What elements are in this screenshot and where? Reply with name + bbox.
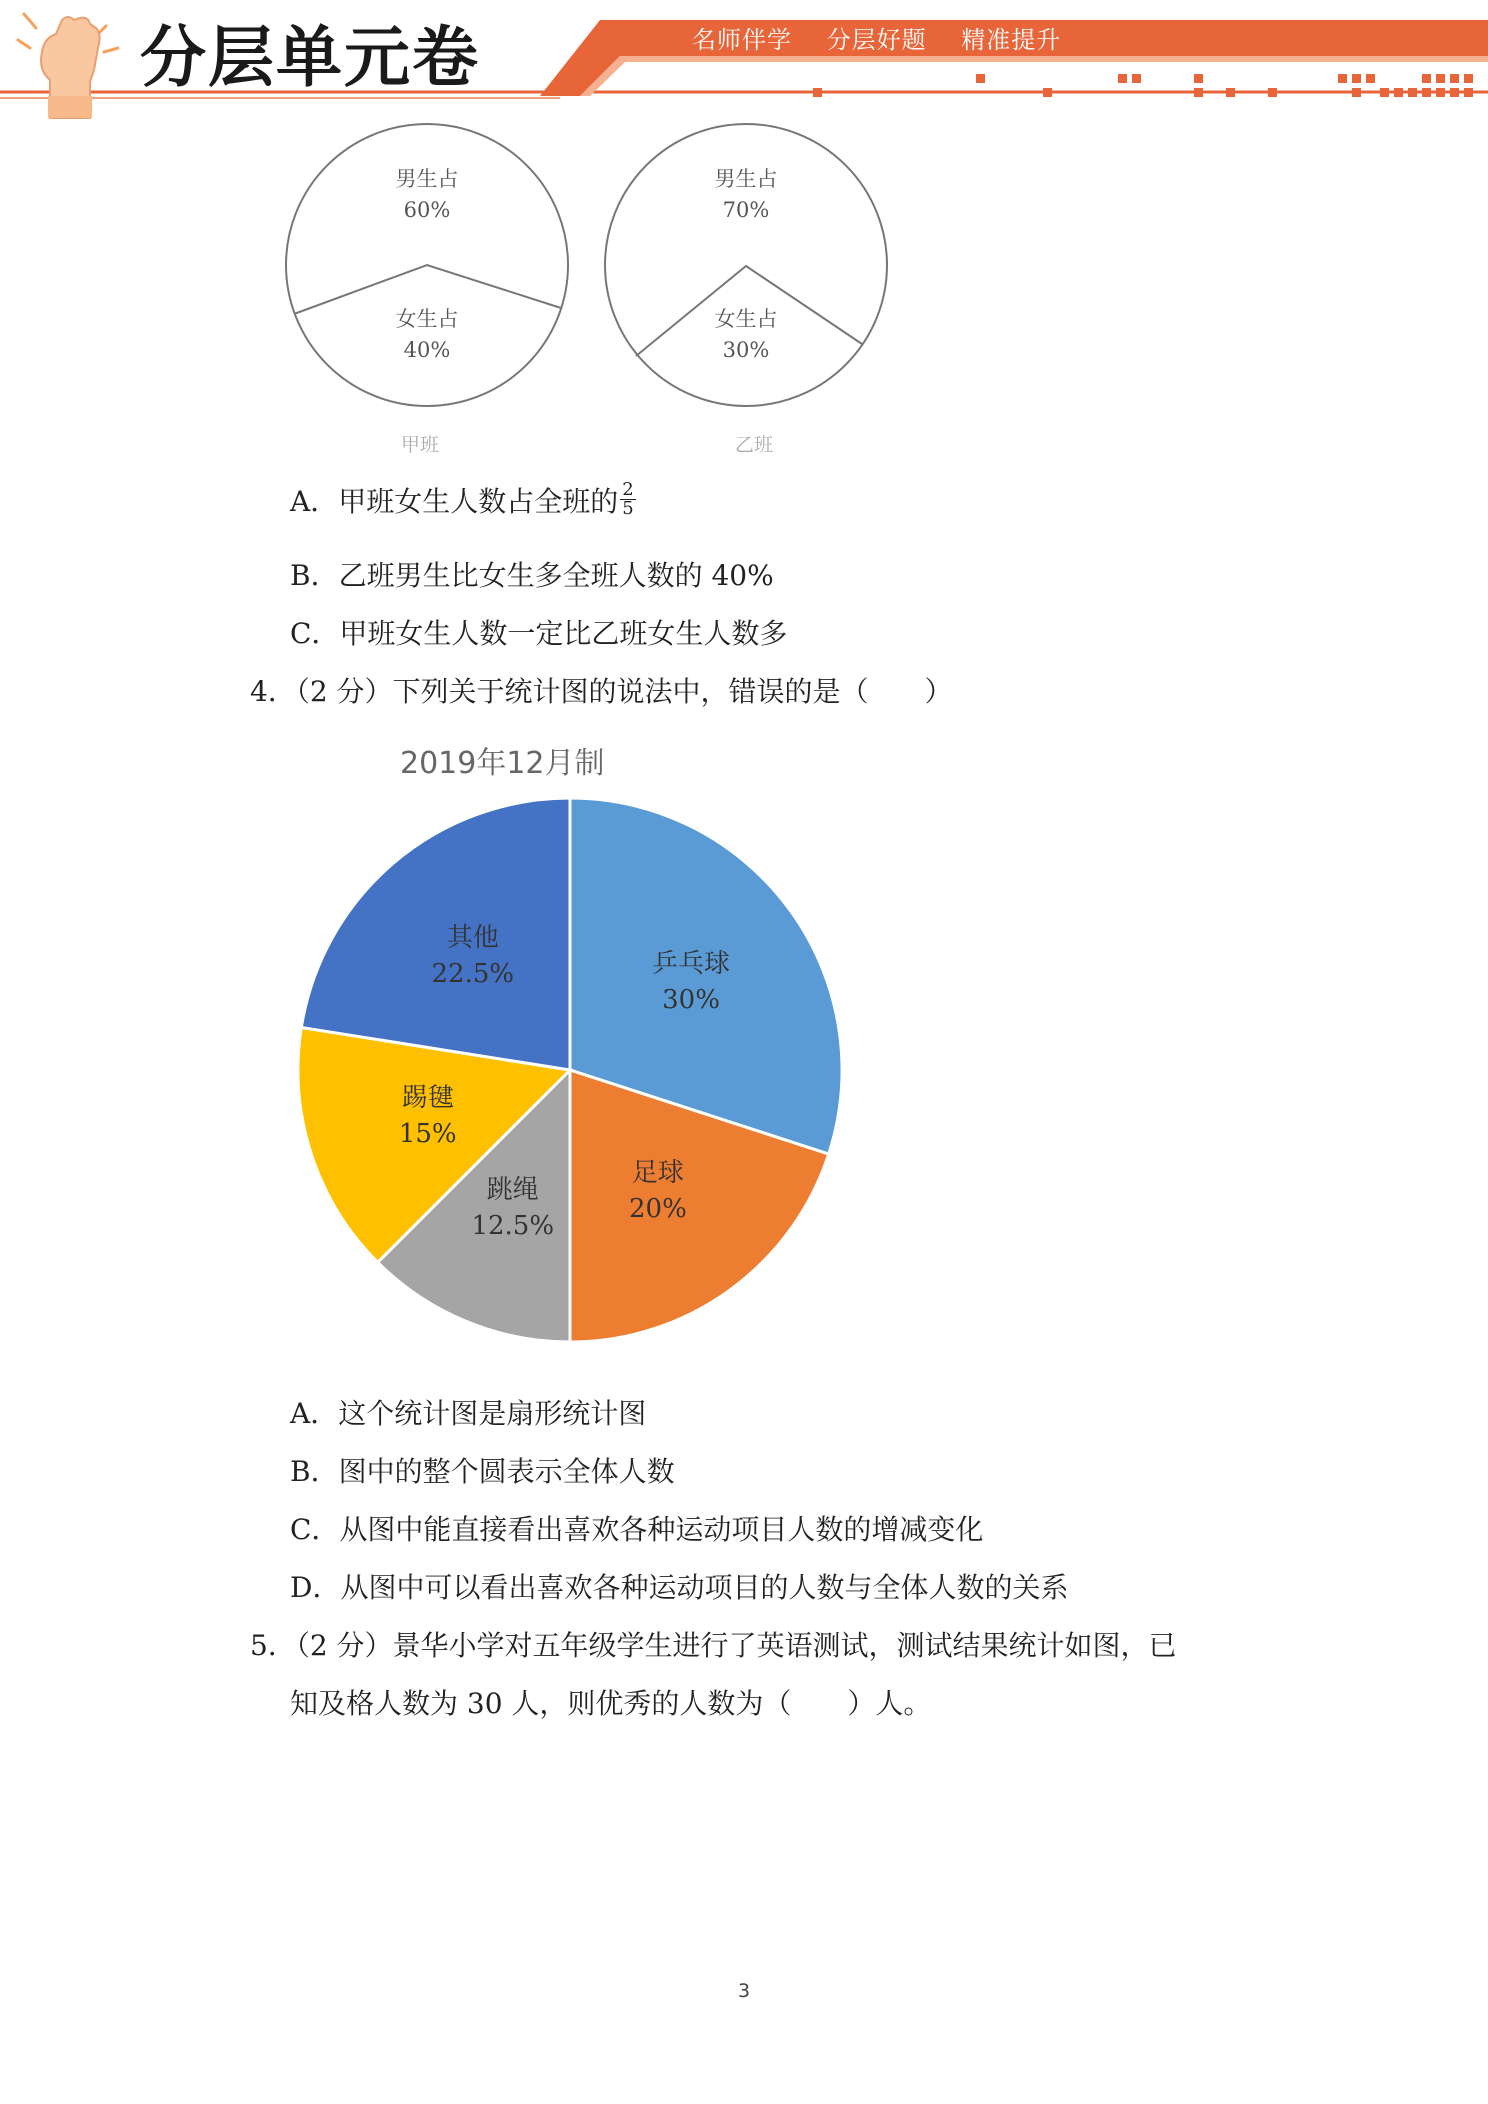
- right-bottom-value: 30%: [722, 338, 770, 362]
- q4-option-d: D．从图中可以看出喜欢各种运动项目的人数与全体人数的关系: [290, 1571, 1069, 1604]
- q5-stem-line1: 5．（2 分）景华小学对五年级学生进行了英语测试，测试结果统计如图，已: [250, 1629, 1177, 1662]
- left-top-label: 男生占: [395, 167, 459, 191]
- pie-slice-label: [408, 920, 538, 992]
- q3-option-c: C．甲班女生人数一定比乙班女生人数多: [290, 617, 788, 650]
- right-top-label: 男生占: [714, 167, 778, 191]
- slice-value: 12.5%: [471, 1211, 555, 1242]
- slice-value: 15%: [398, 1119, 457, 1150]
- slice-value: 22.5%: [431, 959, 515, 990]
- brand-slogan: [692, 20, 1087, 55]
- q4-stem: 4．（2 分）下列关于统计图的说法中，错误的是（ ）: [250, 675, 953, 708]
- slice-category: 踢毽: [401, 1083, 454, 1114]
- q3-option-a-text: A．甲班女生人数占全班的: [290, 485, 619, 518]
- slice-category: 足球: [631, 1158, 684, 1189]
- left-pie-top-text: [367, 164, 487, 226]
- right-pie-bottom-text: [686, 304, 806, 366]
- sports-pie-title: 2019年12月制: [400, 746, 605, 781]
- slice-category: 跳绳: [486, 1175, 539, 1206]
- left-top-value: 60%: [403, 198, 451, 222]
- page-number: 3: [737, 1980, 751, 2002]
- fraction-numerator: 2: [622, 479, 634, 500]
- pie-slice-label: [626, 946, 756, 1018]
- pie-slice-label: [448, 1172, 578, 1244]
- slice-value: 20%: [629, 1194, 687, 1225]
- q4-option-a: A．这个统计图是扇形统计图: [290, 1397, 647, 1430]
- slogan-item: 名师伴学: [692, 26, 792, 54]
- slice-category: 乒乓球: [652, 949, 731, 980]
- class-gender-pies: [270, 118, 910, 458]
- right-bottom-label: 女生占: [714, 307, 778, 331]
- fraction-denominator: 5: [622, 498, 634, 519]
- q5-stem-line2: 知及格人数为 30 人，则优秀的人数为（ ）人。: [290, 1687, 932, 1720]
- fraction: [620, 481, 635, 518]
- sports-pie-svg: [290, 790, 850, 1350]
- pie-slice-label: [593, 1155, 723, 1227]
- left-pie-bottom-text: [367, 304, 487, 366]
- q3-option-b: B．乙班男生比女生多全班人数的 40%: [290, 559, 774, 592]
- page-header: [0, 0, 1488, 130]
- q4-option-b: B．图中的整个圆表示全体人数: [290, 1455, 675, 1488]
- slogan-item: 分层好题: [826, 26, 927, 54]
- slice-category: 其他: [446, 923, 499, 954]
- pie-slice-label: [363, 1080, 493, 1152]
- q3-option-a: [290, 480, 636, 522]
- left-bottom-label: 女生占: [395, 307, 459, 331]
- left-bottom-value: 40%: [403, 338, 451, 362]
- brand-title: 分层单元卷: [140, 19, 480, 96]
- left-pie-caption: 甲班: [400, 434, 439, 456]
- class-gender-figure: [270, 118, 910, 462]
- slogan-item: 精准提升: [961, 26, 1062, 54]
- right-pie-top-text: [686, 164, 806, 226]
- raised-fist-icon: [10, 0, 130, 120]
- right-top-value: 70%: [722, 198, 770, 222]
- slice-value: 30%: [662, 985, 720, 1016]
- q4-option-c: C．从图中能直接看出喜欢各种运动项目人数的增减变化: [290, 1513, 984, 1546]
- sports-pie-chart: [290, 790, 850, 1354]
- right-pie-caption: 乙班: [734, 434, 773, 456]
